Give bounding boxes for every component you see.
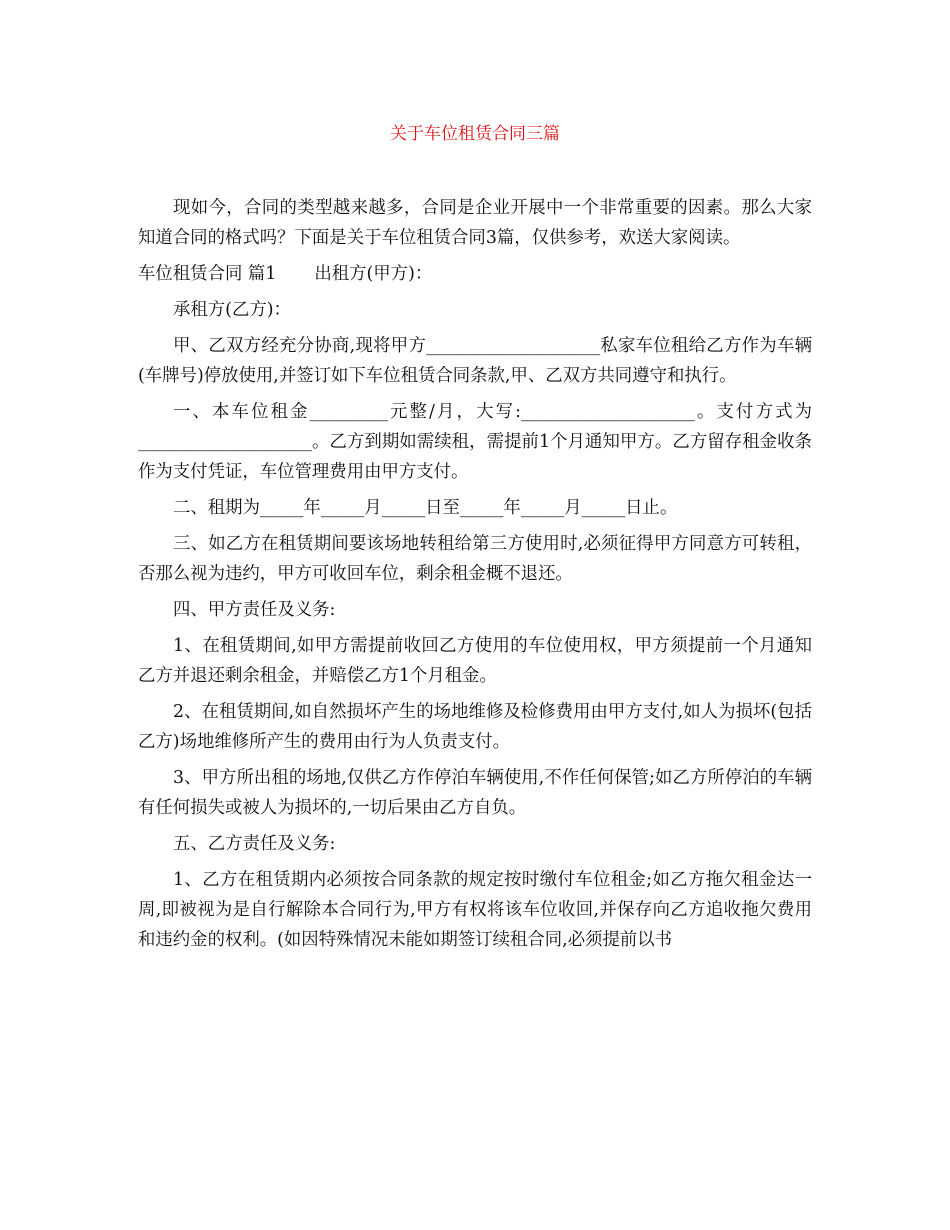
clause-paragraph: 二、租期为_____年_____月_____日至_____年_____月_____日止。 — [173, 498, 678, 518]
document-title: 关于车位租赁合同三篇 — [390, 124, 560, 144]
clause-heading: 四、甲方责任及义务: — [173, 600, 336, 620]
section-heading: 车位租赁合同 篇1 — [138, 264, 277, 284]
clause-paragraph: 2、在租赁期间,如自然损坏产生的场地维修及检修费用由甲方支付,如人为损坏(包括乙方)场地维修所产生的费用由行为人负责支付。 — [138, 702, 812, 752]
clause-paragraph: 1、乙方在租赁期内必须按合同条款的规定按时缴付车位租金;如乙方拖欠租金达一周,即被视为是自行解除本合同行为,甲方有权将该车位收回,并保存向乙方追收拖欠费用和违约金的权利。(如因特殊情况未能如期签订续租合同,必须提前以书 — [138, 870, 812, 950]
clause-heading: 五、乙方责任及义务: — [173, 834, 336, 854]
clause-paragraph: 甲、乙双方经充分协商,现将甲方____________________私家车位租给乙方作为车辆(车牌号)停放使用,并签订如下车位租赁合同条款,甲、乙双方共同遵守和执行。 — [138, 336, 812, 386]
intro-paragraph: 现如今，合同的类型越来越多，合同是企业开展中一个非常重要的因素。那么大家知道合同的格式吗？下面是关于车位租赁合同3篇，仅供参考，欢送大家阅读。 — [138, 198, 812, 248]
clause-paragraph: 三、如乙方在租赁期间要该场地转租给第三方使用时,必须征得甲方同意方可转租，否那么视为违约，甲方可收回车位，剩余租金概不退还。 — [138, 534, 812, 584]
clause-paragraph: 1、在租赁期间,如甲方需提前收回乙方使用的车位使用权，甲方须提前一个月通知乙方并退还剩余租金，并赔偿乙方1个月租金。 — [138, 636, 812, 686]
lessor-label: 出租方(甲方)： — [314, 264, 433, 284]
lessee-label: 承租方(乙方)： — [173, 300, 291, 320]
clause-paragraph: 一、本车位租金_________元整/月，大写:____________________。支付方式为____________________。乙方到期如需续租，需提前1个月通知甲方。乙方留存租金收条作为支付凭证，车位管理费用由甲方支付。 — [138, 402, 812, 482]
section-heading-line — [138, 259, 812, 289]
clause-paragraph: 3、甲方所出租的场地,仅供乙方作停泊车辆使用,不作任何保管;如乙方所停泊的车辆有任何损失或被人为损坏的,一切后果由乙方自负。 — [138, 768, 812, 818]
document-body — [138, 193, 812, 961]
